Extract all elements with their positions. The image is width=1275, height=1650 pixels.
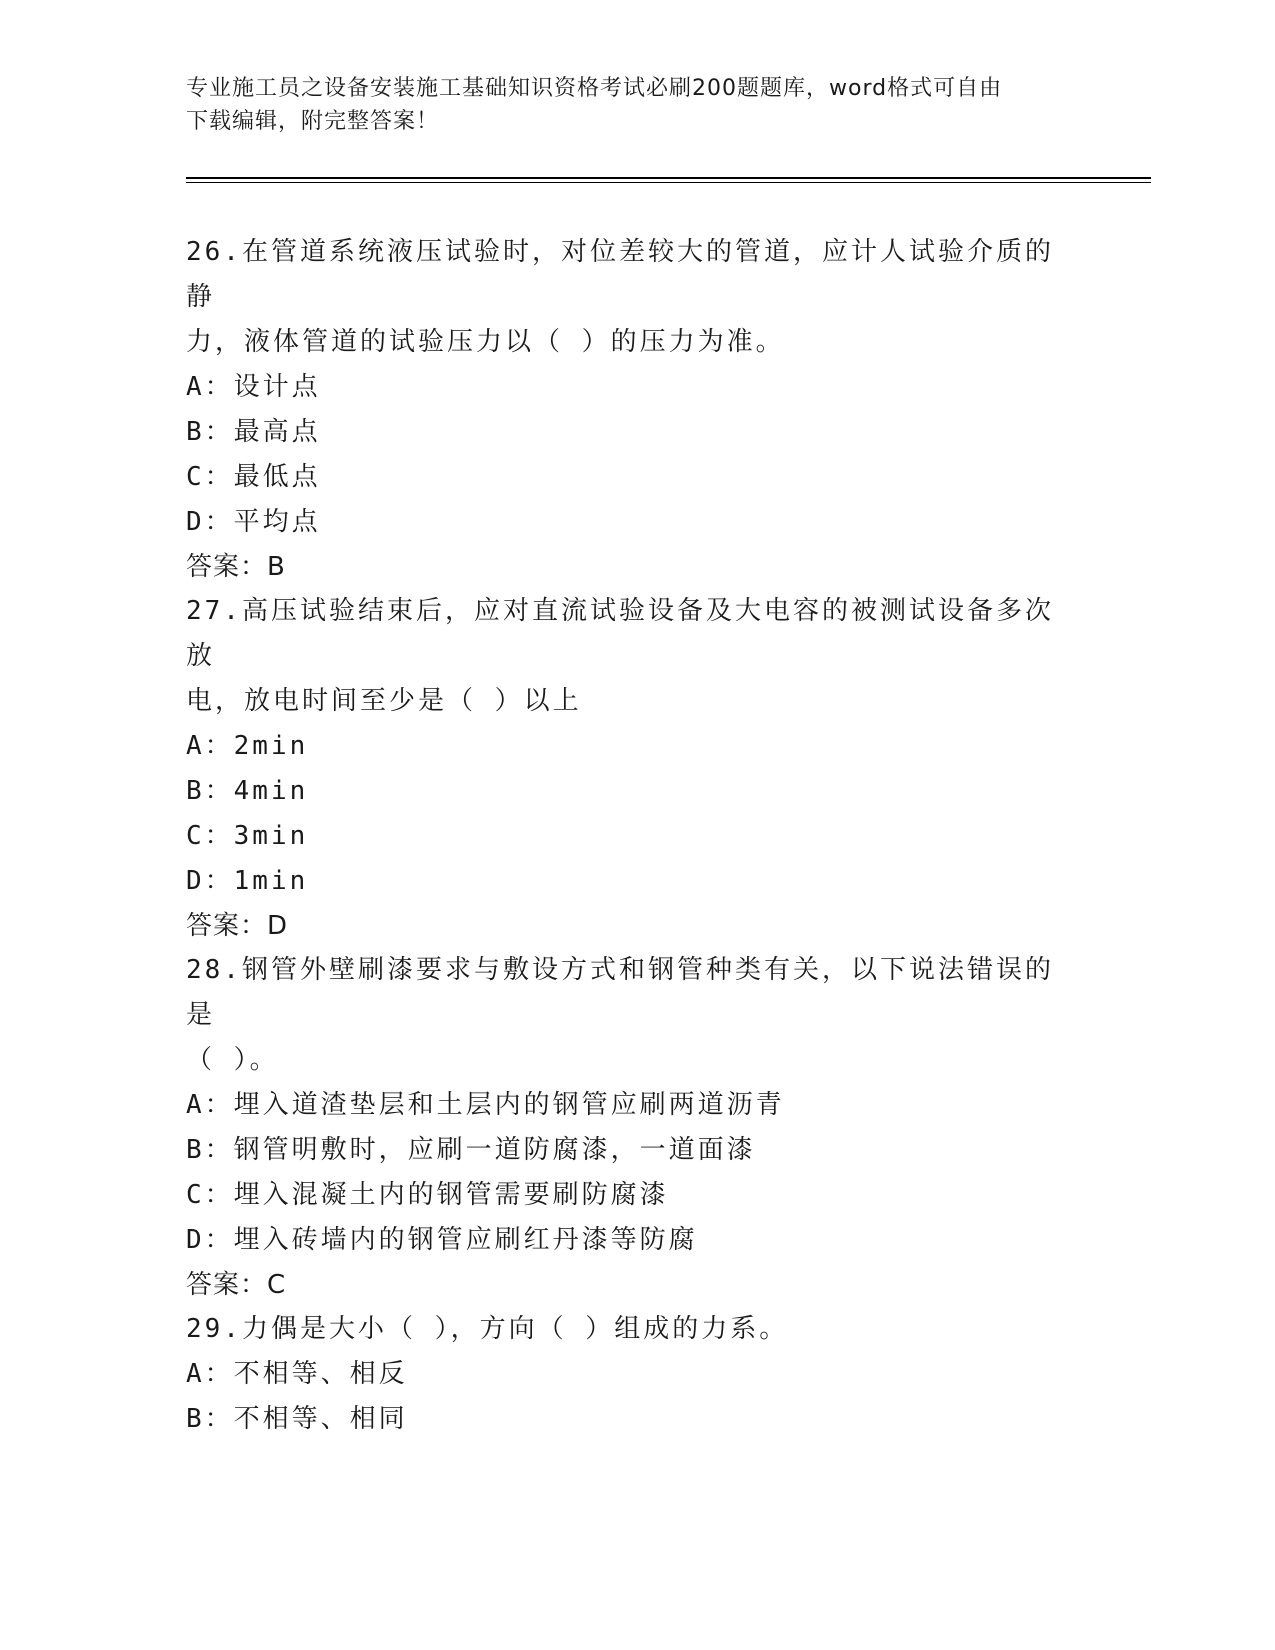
question-stem-line-1: 26.在管道系统液压试验时，对位差较大的管道，应计人试验介质的静 [186,237,1054,312]
header-divider-thick [186,177,1151,179]
question-27 [186,589,1076,949]
option-b: B：不相等、相同 [186,1404,408,1434]
option-c: C：埋入混凝土内的钢管需要刷防腐漆 [186,1180,669,1210]
option-a: A：埋入道渣垫层和土层内的钢管应刷两道沥青 [186,1090,785,1120]
option-b: B：最高点 [186,417,321,447]
document-header [186,72,1086,138]
question-stem-line-1: 27.高压试验结束后，应对直流试验设备及大电容的被测试设备多次放 [186,596,1054,671]
question-stem-line-2: （ ）。 [186,1045,279,1075]
option-d: D：平均点 [186,507,321,537]
header-divider-thin [186,182,1151,183]
question-stem-line-1: 29.力偶是大小（ ），方向（ ）组成的力系。 [186,1314,789,1344]
option-c: C：3min [186,821,309,851]
option-a: A：2min [186,731,309,761]
question-stem-line-1: 28.钢管外壁刷漆要求与敷设方式和钢管种类有关，以下说法错误的是 [186,955,1054,1030]
question-stem-line-2: 电，放电时间至少是（ ）以上 [186,686,582,716]
answer: 答案：B [186,552,286,582]
answer: 答案：C [186,1270,287,1300]
option-b: B：钢管明敷时，应刷一道防腐漆，一道面漆 [186,1135,756,1165]
option-c: C：最低点 [186,462,321,492]
option-d: D：埋入砖墙内的钢管应刷红丹漆等防腐 [186,1225,698,1255]
question-26 [186,230,1076,590]
question-29 [186,1307,1076,1442]
option-a: A：设计点 [186,372,321,402]
header-line-1: 专业施工员之设备安装施工基础知识资格考试必刷200题题库，word格式可自由 [186,76,1003,101]
question-28 [186,948,1076,1308]
question-stem-line-2: 力，液体管道的试验压力以（ ）的压力为准。 [186,327,785,357]
option-a: A：不相等、相反 [186,1359,408,1389]
header-line-2: 下载编辑，附完整答案！ [186,109,440,134]
answer: 答案：D [186,911,289,941]
option-d: D：1min [186,866,309,896]
option-b: B：4min [186,776,309,806]
